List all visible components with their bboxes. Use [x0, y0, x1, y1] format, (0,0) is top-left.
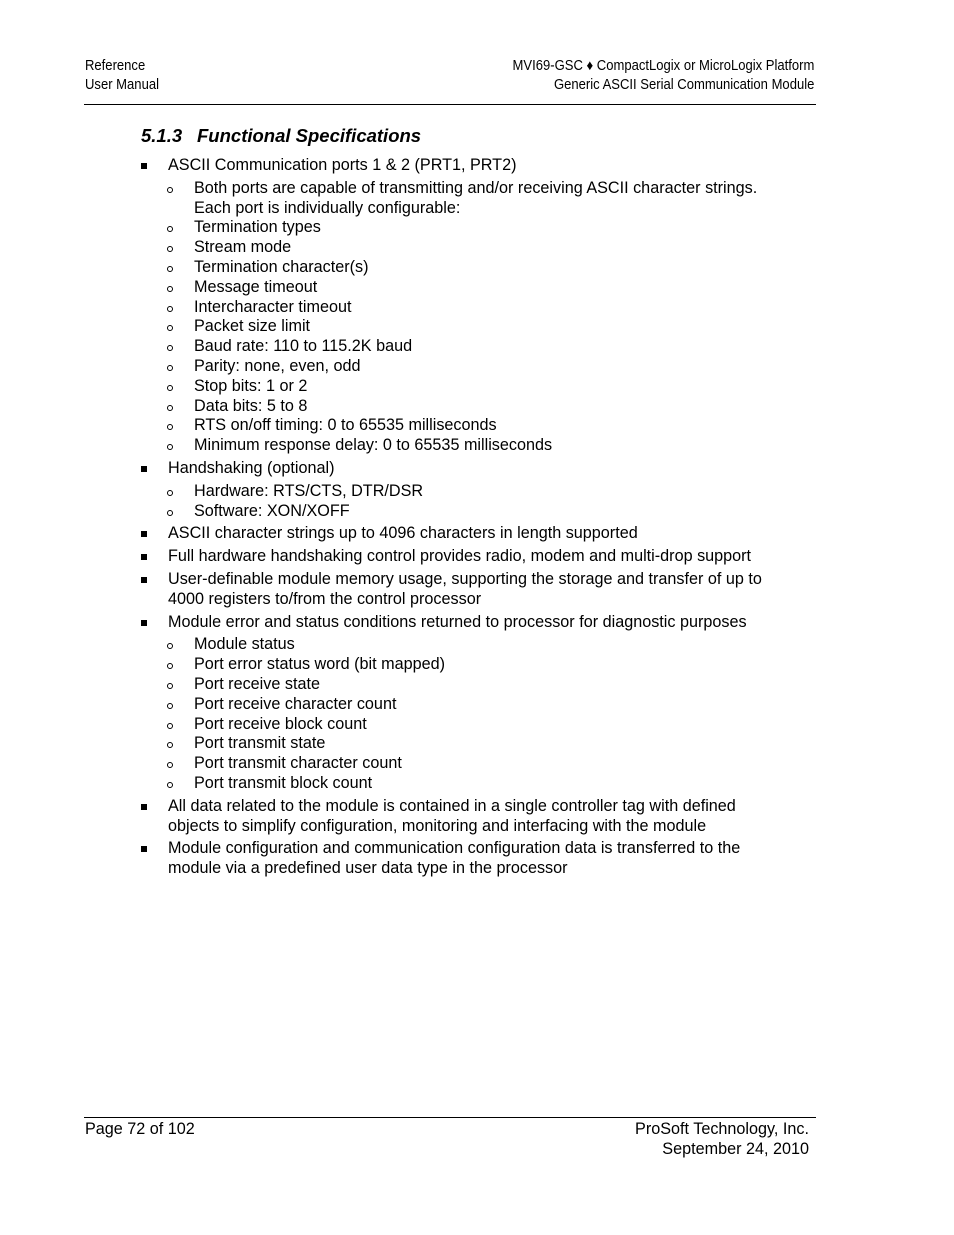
list-item-text: Module error and status conditions returned to processor for diagnostic purposes	[168, 612, 747, 631]
footer-company: ProSoft Technology, Inc.	[635, 1120, 809, 1138]
section-title: Functional Specifications	[197, 125, 422, 146]
sub-list-item-text: Stream mode	[194, 238, 292, 257]
sub-list-item	[141, 635, 781, 655]
circle-bullet-icon	[167, 385, 173, 391]
list-item-text: Module configuration and communication configuration data is transferred to the module via a predefined user data type in the processor	[168, 839, 741, 878]
list-item-text: User-definable module memory usage, supporting the storage and transfer of up to 4000 registers to/from the control processor	[168, 569, 762, 608]
list-item	[141, 839, 781, 879]
sub-list	[168, 179, 781, 456]
sub-list-item	[141, 298, 781, 318]
header-left	[85, 57, 159, 95]
square-bullet-icon	[141, 577, 147, 583]
sub-list-item-text: Termination types	[194, 218, 321, 237]
circle-bullet-icon	[167, 345, 173, 351]
circle-bullet-icon	[167, 683, 173, 689]
circle-bullet-icon	[167, 306, 173, 312]
list-item	[141, 570, 781, 610]
header-right	[512, 57, 814, 95]
sub-list-item	[141, 278, 781, 298]
sub-list-item-text: RTS on/off timing: 0 to 65535 milliseconds	[194, 416, 497, 435]
circle-bullet-icon	[167, 226, 173, 232]
circle-bullet-icon	[167, 266, 173, 272]
square-bullet-icon	[141, 466, 147, 472]
square-bullet-icon	[141, 846, 147, 852]
circle-bullet-icon	[167, 723, 173, 729]
sub-list-item	[141, 258, 781, 278]
sub-list-item-text: Module status	[194, 635, 295, 654]
section-number: 5.1.3	[141, 125, 183, 146]
footer-divider	[84, 1117, 816, 1118]
sub-list-item	[141, 482, 781, 502]
sub-list-item	[141, 337, 781, 357]
circle-bullet-icon	[167, 490, 173, 496]
circle-bullet-icon	[167, 762, 173, 768]
sub-list-item	[141, 695, 781, 715]
list-item-text: ASCII character strings up to 4096 characters in length supported	[168, 524, 638, 543]
sub-list-item	[141, 715, 781, 735]
circle-bullet-icon	[167, 286, 173, 292]
sub-list	[168, 482, 781, 522]
circle-bullet-icon	[167, 643, 173, 649]
sub-list-item-text: Parity: none, even, odd	[194, 356, 361, 375]
sub-list-item	[141, 238, 781, 258]
sub-list-item	[141, 357, 781, 377]
list-item-text: Full hardware handshaking control provides radio, modem and multi-drop support	[168, 547, 752, 566]
header-section: Reference	[85, 58, 146, 74]
list-item	[141, 524, 781, 544]
sub-list-item	[141, 218, 781, 238]
sub-list-item-text: Port receive state	[194, 674, 320, 693]
sub-list-item-text: Port receive block count	[194, 714, 367, 733]
circle-bullet-icon	[167, 703, 173, 709]
circle-bullet-icon	[167, 444, 173, 450]
square-bullet-icon	[141, 531, 147, 537]
list-item-text: ASCII Communication ports 1 & 2 (PRT1, PRT2)	[168, 156, 517, 174]
footer-left	[85, 1119, 195, 1139]
sub-list-item	[141, 655, 781, 675]
sub-list-item-text: Intercharacter timeout	[194, 297, 352, 316]
list-item-text: All data related to the module is contained in a single controller tag with defined objects to simplify configuration, monitoring and interfacing with the module	[168, 796, 736, 835]
sub-list-item-text: Port receive character count	[194, 694, 397, 713]
square-bullet-icon	[141, 163, 147, 169]
list-item	[141, 547, 781, 567]
list-item	[141, 156, 781, 456]
sub-list-item-text: Baud rate: 110 to 115.2K baud	[194, 337, 413, 356]
square-bullet-icon	[141, 554, 147, 560]
circle-bullet-icon	[167, 405, 173, 411]
circle-bullet-icon	[167, 187, 173, 193]
footer-right	[635, 1119, 809, 1159]
circle-bullet-icon	[167, 424, 173, 430]
sub-list-item	[141, 502, 781, 522]
section-heading	[141, 125, 421, 147]
header-product: MVI69-GSC ♦ CompactLogix or MicroLogix Platform	[512, 58, 814, 74]
header-divider	[84, 104, 816, 105]
sub-list-item	[141, 397, 781, 417]
circle-bullet-icon	[167, 510, 173, 516]
circle-bullet-icon	[167, 246, 173, 252]
footer-date: September 24, 2010	[662, 1140, 809, 1158]
square-bullet-icon	[141, 620, 147, 626]
square-bullet-icon	[141, 804, 147, 810]
sub-list-item-text: Port transmit character count	[194, 754, 402, 773]
page-number: Page 72 of 102	[85, 1120, 195, 1138]
sub-list-item-text: Packet size limit	[194, 317, 311, 336]
sub-list	[168, 635, 781, 793]
circle-bullet-icon	[167, 325, 173, 331]
sub-list-item	[141, 436, 781, 456]
sub-list-item	[141, 754, 781, 774]
list-item	[141, 459, 781, 521]
sub-list-item-text: Stop bits: 1 or 2	[194, 376, 308, 395]
circle-bullet-icon	[167, 663, 173, 669]
sub-list-item-text: Port transmit block count	[194, 773, 373, 792]
sub-list-item-text: Termination character(s)	[194, 257, 369, 276]
circle-bullet-icon	[167, 742, 173, 748]
sub-list-item-text: Hardware: RTS/CTS, DTR/DSR	[194, 481, 424, 500]
list-item-text: Handshaking (optional)	[168, 458, 335, 477]
sub-list-item-text: Port transmit state	[194, 734, 326, 753]
sub-list-item	[141, 675, 781, 695]
spec-list	[141, 156, 781, 882]
sub-list-item	[141, 377, 781, 397]
sub-list-item-text: Message timeout	[194, 277, 318, 296]
sub-list-item	[141, 734, 781, 754]
sub-list-item	[141, 416, 781, 436]
sub-list-item-text: Software: XON/XOFF	[194, 501, 350, 520]
sub-list-item	[141, 774, 781, 794]
sub-list-item-text: Minimum response delay: 0 to 65535 milliseconds	[194, 436, 553, 455]
list-item	[141, 797, 781, 837]
sub-list-item-text: Both ports are capable of transmitting and/or receiving ASCII character strings. Each port is individually configurable:	[194, 178, 758, 217]
sub-list-item	[141, 179, 781, 219]
circle-bullet-icon	[167, 365, 173, 371]
sub-list-item	[141, 317, 781, 337]
sub-list-item-text: Port error status word (bit mapped)	[194, 655, 446, 674]
sub-list-item-text: Data bits: 5 to 8	[194, 396, 308, 415]
list-item	[141, 613, 781, 794]
header-doc-type: User Manual	[85, 77, 159, 93]
header-module: Generic ASCII Serial Communication Module	[553, 77, 814, 93]
circle-bullet-icon	[167, 782, 173, 788]
